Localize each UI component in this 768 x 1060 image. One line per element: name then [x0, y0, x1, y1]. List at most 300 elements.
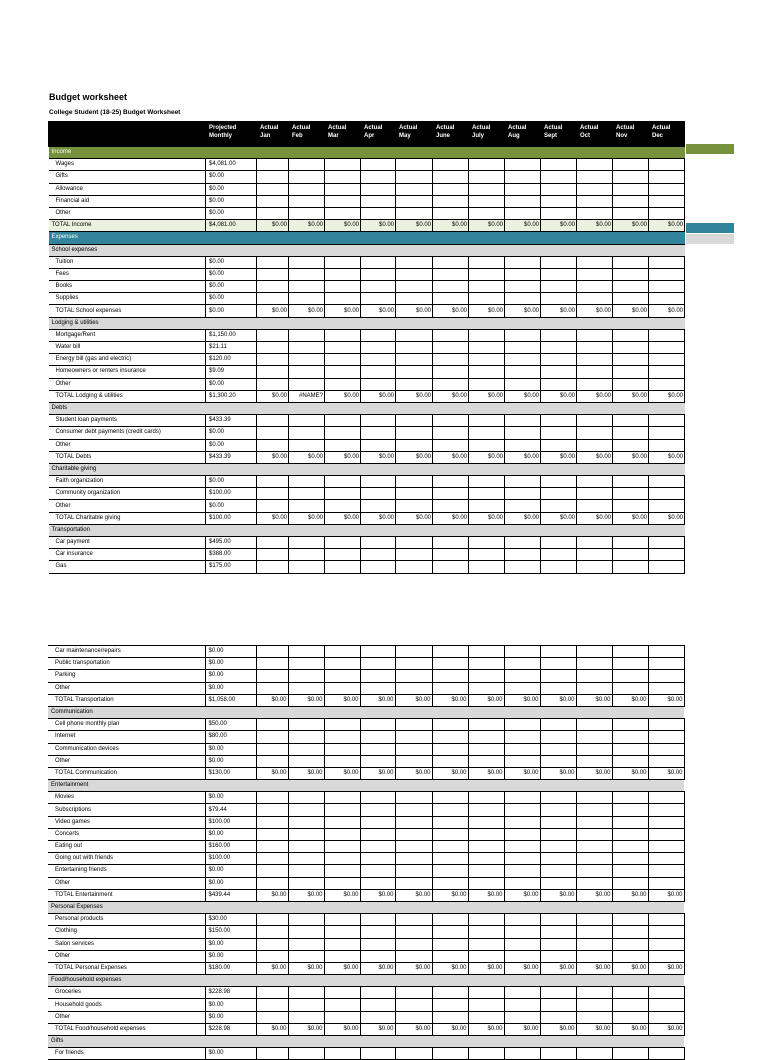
actual-month-value [613, 293, 649, 305]
actual-month-value [256, 816, 288, 828]
actual-month-value [325, 500, 361, 512]
actual-month-value [325, 488, 361, 500]
actual-month-value [325, 561, 361, 573]
line-item-row [49, 415, 685, 427]
actual-month-value [257, 207, 289, 219]
actual-month-value [395, 1011, 432, 1023]
actual-month-value [257, 378, 289, 390]
line-item-row [48, 731, 684, 743]
actual-month-value [324, 804, 360, 816]
actual-month-value: $0.00 [505, 451, 541, 463]
actual-month-value [649, 207, 685, 219]
actual-month-value [613, 427, 649, 439]
row-label: TOTAL Lodging & utilities [49, 390, 206, 402]
actual-month-value [649, 537, 685, 549]
actual-month-value: $0.00 [433, 305, 469, 317]
line-item-row [49, 171, 685, 183]
actual-month-value [289, 415, 325, 427]
actual-month-value [325, 329, 361, 341]
actual-month-value [395, 804, 432, 816]
actual-month-value [360, 804, 395, 816]
projected-monthly-value: $0.00 [206, 281, 257, 293]
actual-month-value [649, 342, 685, 354]
actual-month-value [396, 427, 433, 439]
actual-month-value [361, 281, 396, 293]
actual-month-value: $0.00 [257, 451, 289, 463]
actual-month-value [468, 658, 504, 670]
income-band-extension [686, 144, 734, 154]
actual-month-value [395, 999, 432, 1011]
section-header-row [49, 317, 685, 329]
actual-month-value [360, 865, 395, 877]
row-label: Tuition [49, 256, 206, 268]
actual-month-value [504, 719, 540, 731]
actual-month-value [396, 329, 433, 341]
actual-month-value: $0.00 [288, 889, 324, 901]
actual-month-value [360, 682, 395, 694]
actual-month-value [433, 415, 469, 427]
actual-month-value: $0.00 [360, 889, 395, 901]
actual-month-value: $0.00 [433, 451, 469, 463]
actual-month-value [469, 329, 505, 341]
actual-month-value: $0.00 [432, 694, 468, 706]
actual-month-value [288, 816, 324, 828]
actual-month-value [395, 682, 432, 694]
actual-month-value [361, 342, 396, 354]
actual-month-value [396, 488, 433, 500]
row-label: Car payment [49, 537, 206, 549]
row-label: Parking [48, 670, 205, 682]
actual-month-value [288, 914, 324, 926]
actual-month-value [540, 743, 576, 755]
projected-monthly-value: $0.00 [206, 207, 257, 219]
row-label: Car maintenance/repairs [48, 646, 205, 658]
actual-month-value [324, 926, 360, 938]
line-item-row [48, 1011, 684, 1023]
actual-month-value [612, 1048, 648, 1060]
section-header-row [49, 524, 685, 536]
actual-month-value [540, 755, 576, 767]
line-item-row [49, 366, 685, 378]
actual-month-value [288, 731, 324, 743]
actual-month-value: #NAME? [289, 390, 325, 402]
actual-month-value [648, 743, 684, 755]
line-item-row [48, 828, 684, 840]
line-item-row [48, 914, 684, 926]
actual-month-value [576, 914, 612, 926]
row-label: Other [49, 500, 206, 512]
actual-month-value: $0.00 [613, 390, 649, 402]
actual-month-value [360, 670, 395, 682]
actual-month-value [613, 183, 649, 195]
line-item-row [49, 427, 685, 439]
actual-month-value [289, 342, 325, 354]
projected-monthly-value: $0.00 [206, 500, 257, 512]
projected-monthly-value: $0.00 [205, 658, 256, 670]
actual-month-value [324, 731, 360, 743]
actual-month-value [468, 719, 504, 731]
actual-month-value: $0.00 [432, 962, 468, 974]
actual-month-value [576, 658, 612, 670]
line-item-row [48, 1048, 684, 1060]
actual-month-value [469, 256, 505, 268]
actual-month-value: $0.00 [612, 1023, 648, 1035]
actual-month-value [396, 281, 433, 293]
actual-month-value [648, 755, 684, 767]
actual-month-value [576, 841, 612, 853]
actual-month-value [468, 1011, 504, 1023]
actual-month-value [577, 171, 613, 183]
actual-month-value [576, 816, 612, 828]
actual-month-value [576, 719, 612, 731]
actual-month-value [288, 646, 324, 658]
line-item-row [49, 537, 685, 549]
column-header: Actual Aug [505, 122, 541, 147]
line-item-row [49, 500, 685, 512]
actual-month-value [504, 1011, 540, 1023]
actual-month-value [613, 329, 649, 341]
actual-month-value [504, 731, 540, 743]
row-label: Other [49, 378, 206, 390]
actual-month-value [289, 159, 325, 171]
actual-month-value [288, 865, 324, 877]
actual-month-value [469, 476, 505, 488]
actual-month-value [505, 366, 541, 378]
line-item-row [49, 293, 685, 305]
actual-month-value [257, 561, 289, 573]
actual-month-value [256, 1048, 288, 1060]
actual-month-value [257, 256, 289, 268]
actual-month-value [505, 195, 541, 207]
projected-monthly-value: $0.00 [205, 999, 256, 1011]
actual-month-value: $0.00 [576, 962, 612, 974]
actual-month-value [396, 415, 433, 427]
actual-month-value: $0.00 [257, 512, 289, 524]
actual-month-value [395, 865, 432, 877]
actual-month-value [395, 816, 432, 828]
actual-month-value [612, 743, 648, 755]
actual-month-value [649, 500, 685, 512]
actual-month-value [648, 682, 684, 694]
actual-month-value [649, 378, 685, 390]
actual-month-value [613, 500, 649, 512]
projected-monthly-value: $0.00 [205, 792, 256, 804]
actual-month-value [256, 938, 288, 950]
actual-month-value [361, 159, 396, 171]
actual-month-value [648, 1011, 684, 1023]
actual-month-value [577, 476, 613, 488]
actual-month-value [288, 792, 324, 804]
actual-month-value [468, 877, 504, 889]
actual-month-value [577, 354, 613, 366]
actual-month-value [540, 987, 576, 999]
actual-month-value [256, 646, 288, 658]
actual-month-value [504, 853, 540, 865]
actual-month-value [324, 828, 360, 840]
total-row [49, 451, 685, 463]
actual-month-value [505, 488, 541, 500]
actual-month-value [361, 488, 396, 500]
total-row [49, 220, 685, 232]
row-label: TOTAL Income [49, 220, 206, 232]
actual-month-value [612, 950, 648, 962]
actual-month-value [541, 195, 577, 207]
worksheet-subtitle: College Student (18-25) Budget Worksheet [49, 109, 181, 116]
actual-month-value [325, 354, 361, 366]
actual-month-value [468, 816, 504, 828]
actual-month-value [395, 646, 432, 658]
projected-monthly-value: $4,081.00 [206, 220, 257, 232]
line-item-row [48, 865, 684, 877]
actual-month-value: $0.00 [469, 305, 505, 317]
section-label: Charitable giving [49, 463, 685, 475]
actual-month-value [577, 183, 613, 195]
line-item-row [48, 853, 684, 865]
actual-month-value [649, 476, 685, 488]
header-row [49, 122, 685, 147]
actual-month-value [468, 987, 504, 999]
actual-month-value [540, 865, 576, 877]
row-label: Other [49, 439, 206, 451]
actual-month-value [432, 914, 468, 926]
actual-month-value [257, 268, 289, 280]
actual-month-value [360, 743, 395, 755]
row-label: Gas [49, 561, 206, 573]
row-label: Community organization [49, 488, 206, 500]
actual-month-value [648, 914, 684, 926]
section-label: Food/household expenses [48, 975, 684, 987]
actual-month-value: $0.00 [505, 220, 541, 232]
expenses-band-extension [686, 223, 734, 233]
actual-month-value [468, 743, 504, 755]
actual-month-value: $0.00 [576, 694, 612, 706]
actual-month-value [432, 865, 468, 877]
actual-month-value [540, 792, 576, 804]
actual-month-value [325, 281, 361, 293]
section-label: Debts [49, 402, 685, 414]
line-item-row [49, 342, 685, 354]
actual-month-value [648, 938, 684, 950]
actual-month-value: $0.00 [324, 1023, 360, 1035]
actual-month-value: $0.00 [469, 512, 505, 524]
actual-month-value: $0.00 [541, 390, 577, 402]
actual-month-value [648, 853, 684, 865]
actual-month-value: $0.00 [540, 767, 576, 779]
actual-month-value [612, 853, 648, 865]
actual-month-value [360, 999, 395, 1011]
actual-month-value [612, 865, 648, 877]
actual-month-value [257, 476, 289, 488]
actual-month-value [577, 488, 613, 500]
projected-monthly-value: $0.00 [206, 476, 257, 488]
actual-month-value [432, 828, 468, 840]
projected-monthly-value: $0.00 [206, 439, 257, 451]
actual-month-value [505, 476, 541, 488]
actual-month-value [576, 743, 612, 755]
actual-month-value: $0.00 [541, 220, 577, 232]
actual-month-value [257, 195, 289, 207]
total-row [49, 390, 685, 402]
actual-month-value [612, 914, 648, 926]
projected-monthly-value: $0.00 [205, 1048, 256, 1060]
actual-month-value [469, 488, 505, 500]
actual-month-value: $0.00 [504, 694, 540, 706]
line-item-row [48, 804, 684, 816]
projected-monthly-value: $0.00 [206, 305, 257, 317]
actual-month-value [468, 926, 504, 938]
actual-month-value [540, 1048, 576, 1060]
actual-month-value [505, 439, 541, 451]
actual-month-value: $0.00 [648, 962, 684, 974]
budget-table-page-2 [48, 645, 685, 1060]
actual-month-value: $0.00 [469, 220, 505, 232]
actual-month-value [469, 342, 505, 354]
actual-month-value [468, 938, 504, 950]
actual-month-value [324, 743, 360, 755]
actual-month-value: $0.00 [396, 390, 433, 402]
line-item-row [49, 561, 685, 573]
row-label: Gifts [49, 171, 206, 183]
actual-month-value [649, 415, 685, 427]
actual-month-value [505, 293, 541, 305]
actual-month-value [612, 877, 648, 889]
line-item-row [48, 682, 684, 694]
actual-month-value: $0.00 [541, 512, 577, 524]
actual-month-value [289, 281, 325, 293]
actual-month-value [396, 366, 433, 378]
actual-month-value [648, 987, 684, 999]
row-label: Cell phone monthly plan [48, 719, 205, 731]
actual-month-value [469, 427, 505, 439]
actual-month-value [540, 914, 576, 926]
actual-month-value: $0.00 [396, 512, 433, 524]
actual-month-value [540, 853, 576, 865]
actual-month-value [324, 792, 360, 804]
actual-month-value [256, 950, 288, 962]
actual-month-value [289, 366, 325, 378]
actual-month-value [396, 537, 433, 549]
actual-month-value [576, 865, 612, 877]
actual-month-value: $0.00 [540, 889, 576, 901]
actual-month-value [433, 342, 469, 354]
actual-month-value [324, 646, 360, 658]
row-label: Student loan payments [49, 415, 206, 427]
actual-month-value [576, 670, 612, 682]
actual-month-value [468, 865, 504, 877]
actual-month-value [361, 537, 396, 549]
projected-monthly-value: $1,058.00 [205, 694, 256, 706]
actual-month-value [395, 1048, 432, 1060]
actual-month-value [433, 476, 469, 488]
actual-month-value [395, 743, 432, 755]
actual-month-value: $0.00 [256, 694, 288, 706]
section-header-row [48, 706, 684, 718]
actual-month-value [612, 1011, 648, 1023]
projected-monthly-value: $100.00 [206, 512, 257, 524]
row-label: Consumer debt payments (credit cards) [49, 427, 206, 439]
actual-month-value [468, 841, 504, 853]
line-item-row [48, 792, 684, 804]
actual-month-value [433, 537, 469, 549]
actual-month-value [541, 171, 577, 183]
section-header-row [48, 901, 684, 913]
projected-monthly-value: $120.00 [206, 354, 257, 366]
actual-month-value [256, 853, 288, 865]
line-item-row [48, 926, 684, 938]
column-header: Actual Nov [613, 122, 649, 147]
actual-month-value [576, 804, 612, 816]
row-label: Mortgage/Rent [49, 329, 206, 341]
actual-month-value [396, 268, 433, 280]
column-header: Actual Oct [577, 122, 613, 147]
actual-month-value [360, 1011, 395, 1023]
actual-month-value: $0.00 [361, 390, 396, 402]
actual-month-value [325, 342, 361, 354]
actual-month-value: $0.00 [432, 889, 468, 901]
actual-month-value [395, 719, 432, 731]
actual-month-value: $0.00 [576, 1023, 612, 1035]
actual-month-value [257, 183, 289, 195]
actual-month-value [577, 500, 613, 512]
projected-monthly-value: $100.00 [205, 816, 256, 828]
actual-month-value: $0.00 [257, 220, 289, 232]
actual-month-value [577, 537, 613, 549]
projected-monthly-value: $0.00 [205, 755, 256, 767]
actual-month-value [649, 561, 685, 573]
actual-month-value [256, 682, 288, 694]
actual-month-value [613, 281, 649, 293]
actual-month-value [613, 549, 649, 561]
actual-month-value [289, 256, 325, 268]
actual-month-value: $0.00 [577, 390, 613, 402]
actual-month-value [576, 999, 612, 1011]
actual-month-value [257, 159, 289, 171]
actual-month-value [469, 439, 505, 451]
actual-month-value [541, 500, 577, 512]
row-label: TOTAL Communication [48, 767, 205, 779]
actual-month-value [361, 415, 396, 427]
projected-monthly-value: $495.00 [206, 537, 257, 549]
actual-month-value: $0.00 [612, 694, 648, 706]
total-row [48, 767, 684, 779]
actual-month-value [361, 329, 396, 341]
actual-month-value [288, 987, 324, 999]
actual-month-value [395, 828, 432, 840]
actual-month-value: $0.00 [395, 889, 432, 901]
actual-month-value [468, 999, 504, 1011]
actual-month-value [648, 731, 684, 743]
actual-month-value [325, 268, 361, 280]
actual-month-value [257, 537, 289, 549]
actual-month-value [612, 816, 648, 828]
actual-month-value [469, 537, 505, 549]
actual-month-value [504, 1048, 540, 1060]
actual-month-value [257, 342, 289, 354]
actual-month-value: $0.00 [324, 694, 360, 706]
actual-month-value [468, 646, 504, 658]
actual-month-value [433, 500, 469, 512]
row-label: Household goods [48, 999, 205, 1011]
actual-month-value [433, 378, 469, 390]
actual-month-value [432, 987, 468, 999]
row-label: Other [48, 682, 205, 694]
section-header-row [48, 780, 684, 792]
actual-month-value: $0.00 [649, 512, 685, 524]
actual-month-value: $0.00 [289, 512, 325, 524]
projected-monthly-value: $0.00 [205, 938, 256, 950]
actual-month-value [540, 816, 576, 828]
projected-monthly-value: $0.00 [206, 427, 257, 439]
